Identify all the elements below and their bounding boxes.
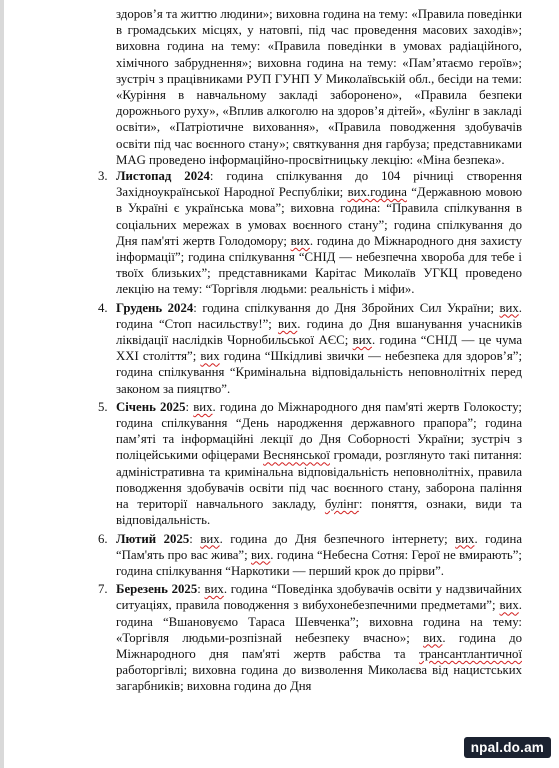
text-run: : поняття, ознаки, види та відповідальність. [116, 497, 522, 528]
month-heading: Березень 2025 [116, 582, 198, 597]
spellcheck-flagged-word: вих [499, 598, 519, 613]
text-run: . година “Вшановуємо Тараса Шевченка”; виховна година на тему: «Торгівля людьми-розпізнай небезпеку вчасно»; [116, 598, 522, 645]
spellcheck-flagged-word: вих [200, 531, 220, 546]
list-item [98, 531, 522, 580]
text-run: . година до Дня вшанування учасників ліквідації наслідків Чорнобильської АЄС; [116, 316, 522, 348]
spellcheck-flagged-word: вих [423, 630, 443, 645]
spellcheck-flagged-word: вих [290, 233, 310, 248]
text-run: . година “Стоп насильству!”; [116, 300, 522, 331]
spellcheck-flagged-word: вих [204, 582, 224, 597]
text-run: : [185, 399, 194, 414]
text-run: . година до Дня безпечного інтернету; [219, 531, 456, 546]
spellcheck-flagged-word: вих [193, 399, 213, 414]
text-run: . година “Небесна Сотня: Герої не вмирають”; година спілкування “Наркотики — перший крок до прірви”. [116, 547, 522, 578]
list-item [98, 399, 523, 529]
list-item [98, 581, 522, 694]
spellcheck-flagged-word: Веснянської [263, 448, 330, 463]
list-item [98, 168, 523, 298]
text-run: : година спілкування до 104 річниці створення Західноукраїнської Народної Республіки; [116, 169, 522, 200]
site-watermark: npal.do.am [464, 737, 551, 758]
list-item [98, 300, 523, 397]
text-run: година “Шкідливі звички — небезпека для здоров’я”; година спілкування “Кримінальна відповідальність неповнолітніх перед законом за пияцтво”. [116, 349, 523, 396]
list-item-number: 5. [98, 399, 108, 414]
list-item-number: 7. [98, 582, 108, 597]
text-run: . година “СНІД — це чума XXI століття”; [116, 333, 523, 364]
spellcheck-flagged-word: трансантлантичної [419, 646, 522, 661]
text-run: “Державною мовою в Україні є українська мова”; виховна година: “Правила спілкування в соціальних мережах в умовах воєнного стану”; година спілкування до Дня пам'яті жертв Голодомору; [116, 185, 523, 248]
list-item-number: 6. [98, 531, 108, 546]
month-heading: Січень 2025 [116, 399, 186, 414]
text-run: . година “Пам'ять про вас жива”; [116, 531, 522, 562]
spellcheck-flagged-word: вих.година [347, 185, 407, 200]
text-run: : [189, 531, 201, 546]
page-margin-bar [0, 0, 4, 768]
list-item-number: 3. [98, 169, 108, 184]
text-run: здоров’я та життю людини»; виховна година на тему: «Правила поведінки в громадських місцях, у натовпі, під час проведення масових заходів»; виховна година на тему: «Правила поведінки в умовах радіаційного, хімічного забруднення»; виховна година на тему: «Пам’ятаємо героїв»; зустріч з працівниками РУП ГУНП У Миколаївській обл., бесіди на теми: «Куріння в навчальному закладі заборонено», «Правила безпеки дорожнього руху», «Вплив алкоголю на здоров’я дітей», «Булінг в закладі освіти», «Патріотичне виховання», «Правила поводження здобувачів освіти під час воєнного стану»; святкування дня гарбуза; представниками MAG проведено інформаційно-просвітницьку лекцію: «Міна безпека». [116, 7, 522, 167]
spellcheck-flagged-word: вих [277, 316, 298, 331]
text-run: . година до Міжнародного дня захисту інформації”; година спілкування “СНІД — небезпечна хвороба для тебе і твоїх близьких”; представниками Карітас Миколаїв УГКЦ проведено лекцію на тему: “Торгівля людьми: реальність і міфи». [116, 233, 522, 297]
spellcheck-flagged-word: булінг [324, 497, 359, 512]
spellcheck-flagged-word: вих [352, 333, 372, 348]
text-run: : [197, 582, 205, 597]
text-run: работоргівлі; виховна година до визволення Миколаєва від нацистських загарбників; виховна година до Дня [116, 663, 522, 694]
spellcheck-flagged-word: вих [499, 300, 519, 315]
spellcheck-flagged-word: вих [200, 349, 220, 364]
month-heading: Листопад 2024 [116, 169, 210, 184]
spellcheck-flagged-word: вих [251, 547, 271, 562]
spellcheck-flagged-word: вих [455, 531, 475, 546]
monthly-activities-list [98, 168, 523, 695]
intro-paragraph [116, 6, 522, 168]
text-run: громади, розглянуто такі питання: адміністративна та кримінальна відповідальність неповнолітніх, правила поводження здобувачів освіти під час воєнного стану, заборона паління на території навчального закладу, [116, 448, 523, 512]
text-run: . година “Поведінка здобувачів освіти у надзвичайних ситуаціях, правила поводження з вибухонебезпечними предметами”; [116, 582, 522, 613]
document-page [98, 6, 523, 697]
text-run: . година до Міжнародного дня пам'яті жертв Голокосту; година спілкування “День народження державного прапора”; година пам’яті та інформаційні лекції до Дня Соборності України; зустріч з поліцейськими офіцерами [116, 399, 522, 463]
month-heading: Лютий 2025 [116, 531, 190, 546]
text-run: . година до Міжнародного дня пам'яті жертв рабства та [116, 630, 522, 661]
list-item-number: 4. [98, 300, 108, 315]
month-heading: Грудень 2024 [116, 300, 194, 315]
text-run: : година спілкування до Дня Збройних Сил України; [193, 300, 500, 315]
